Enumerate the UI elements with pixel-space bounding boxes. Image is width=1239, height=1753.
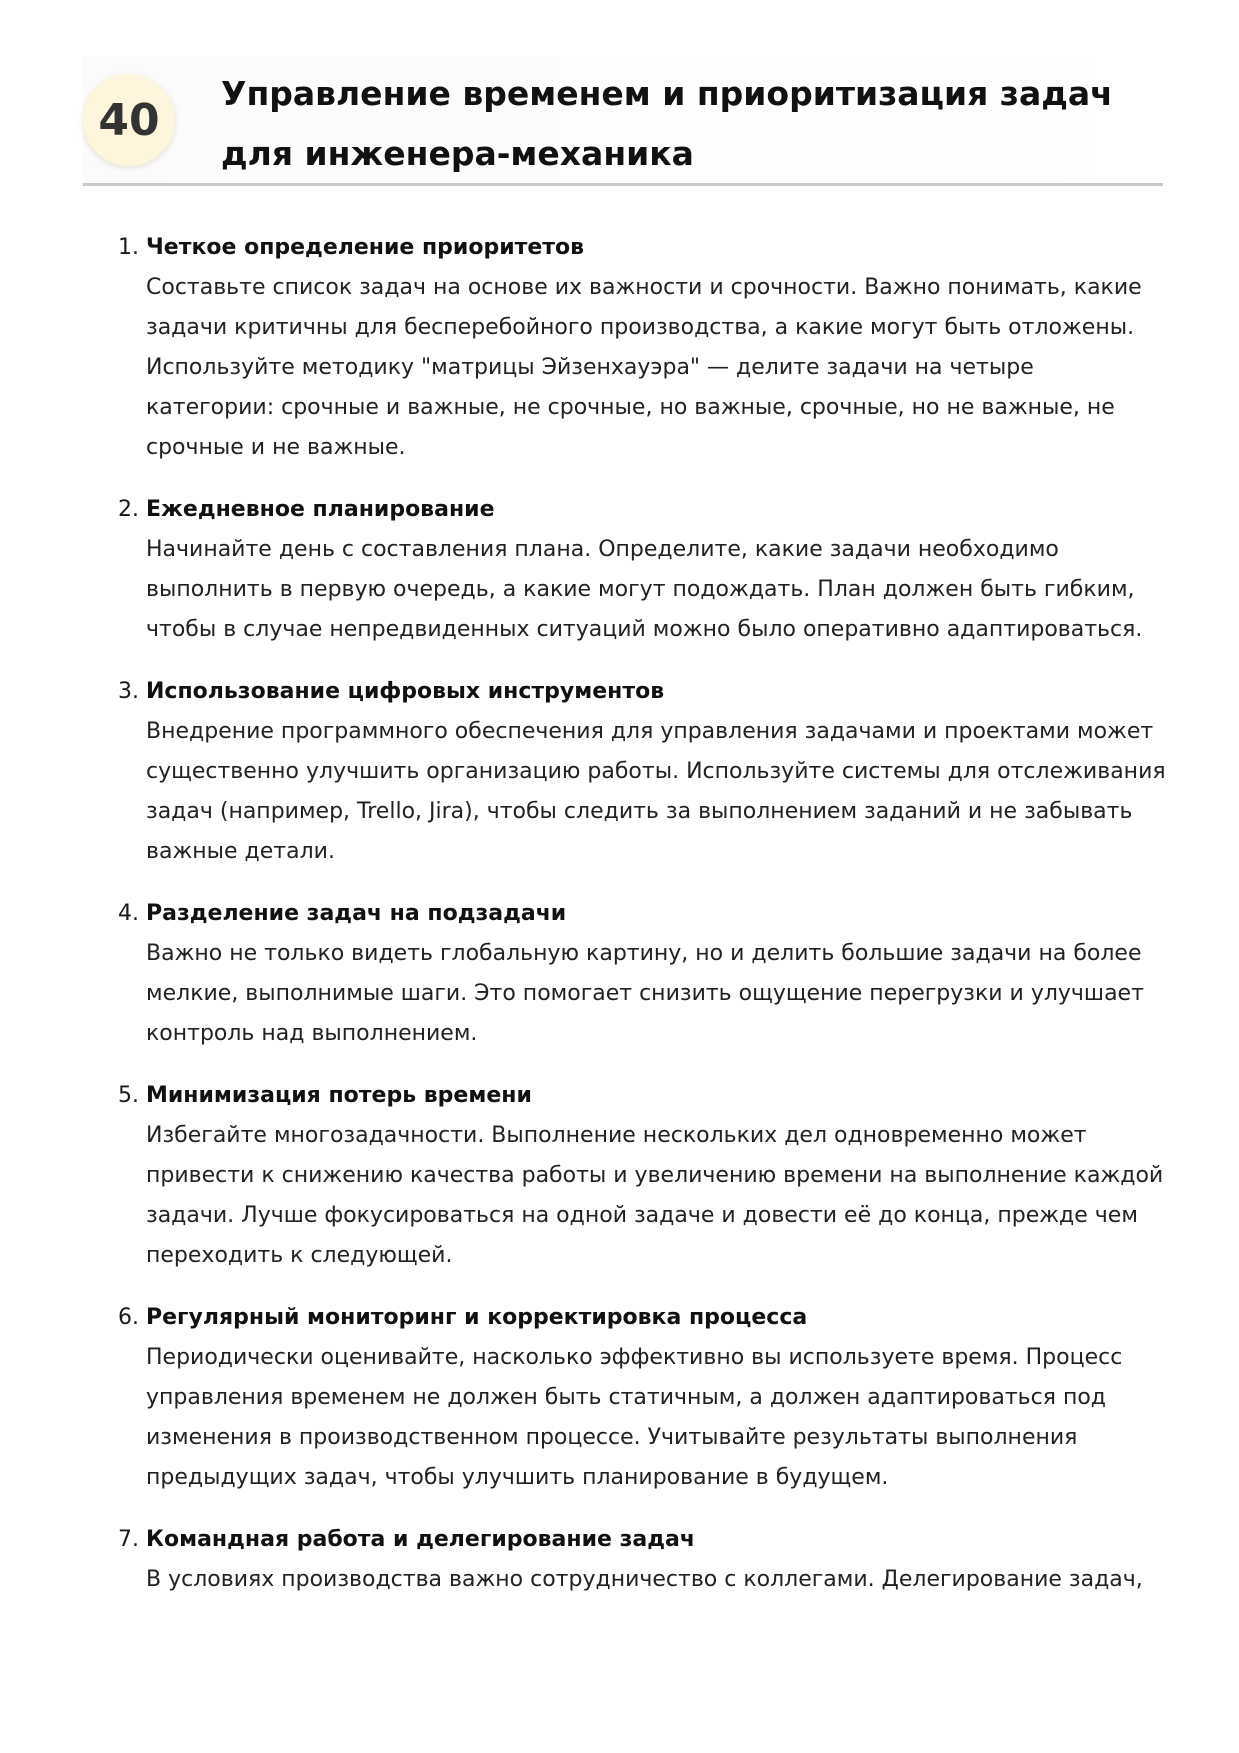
tip-text: Важно не только видеть глобальную картину, но и делить большие задачи на более мелкие, выполнимые шаги. Это помогает снизить ощущение перегрузки и улучшает контроль над выполнением. xyxy=(146,941,1144,1046)
page-header xyxy=(83,56,1163,186)
tip-text: Начинайте день с составления плана. Определите, какие задачи необходимо выполнить в первую очередь, а какие могут подождать. План должен быть гибким, чтобы в случае непредвиденных ситуаций можно было оперативно адаптироваться. xyxy=(146,537,1143,642)
tip-heading: Четкое определение приоритетов xyxy=(146,235,585,260)
page-number-badge: 40 xyxy=(83,74,175,166)
tip-item-7 xyxy=(118,1520,1166,1600)
page-title: Управление временем и приоритизация задач для инженера-механика xyxy=(221,74,1113,173)
tip-heading: Разделение задач на подзадачи xyxy=(146,901,567,926)
tips-list xyxy=(118,228,1166,1600)
tip-heading: Ежедневное планирование xyxy=(146,497,495,522)
tip-number: 3. xyxy=(118,679,139,704)
tip-heading: Минимизация потерь времени xyxy=(146,1083,532,1108)
tip-text: Внедрение программного обеспечения для управления задачами и проектами может существенно улучшить организацию работы. Используйте системы для отслеживания задач (например, Trello, Jira), чтобы следить за выполнением заданий и не забывать важные детали. xyxy=(146,719,1166,864)
main-content xyxy=(118,228,1166,1622)
tip-item-2 xyxy=(118,490,1166,650)
tip-number: 7. xyxy=(118,1527,139,1552)
tip-item-5 xyxy=(118,1076,1166,1276)
tip-number: 5. xyxy=(118,1083,139,1108)
tip-number: 2. xyxy=(118,497,139,522)
tip-text: Составьте список задач на основе их важности и срочности. Важно понимать, какие задачи критичны для бесперебойного производства, а какие могут быть отложены. Используйте методику "матрицы Эйзенхауэра" — делите задачи на четыре категории: срочные и важные, не срочные, но важные, срочные, но не важные, не срочные и не важные. xyxy=(146,275,1142,460)
tip-item-1 xyxy=(118,228,1166,468)
tip-number: 4. xyxy=(118,901,139,926)
tip-item-6 xyxy=(118,1298,1166,1498)
tip-number: 1. xyxy=(118,235,139,260)
tip-number: 6. xyxy=(118,1305,139,1330)
tip-heading: Регулярный мониторинг и корректировка процесса xyxy=(146,1305,808,1330)
tip-text: Избегайте многозадачности. Выполнение нескольких дел одновременно может привести к снижению качества работы и увеличению времени на выполнение каждой задачи. Лучше фокусироваться на одной задаче и довести её до конца, прежде чем переходить к следующей. xyxy=(146,1123,1164,1268)
tip-text: В условиях производства важно сотрудничество с коллегами. Делегирование задач, xyxy=(146,1567,1143,1592)
tip-heading: Командная работа и делегирование задач xyxy=(146,1527,695,1552)
tip-heading: Использование цифровых инструментов xyxy=(146,679,665,704)
tip-text: Периодически оценивайте, насколько эффективно вы используете время. Процесс управления временем не должен быть статичным, а должен адаптироваться под изменения в производственном процессе. Учитывайте результаты выполнения предыдущих задач, чтобы улучшить планирование в будущем. xyxy=(146,1345,1123,1490)
tip-item-4 xyxy=(118,894,1166,1054)
tip-item-3 xyxy=(118,672,1166,872)
